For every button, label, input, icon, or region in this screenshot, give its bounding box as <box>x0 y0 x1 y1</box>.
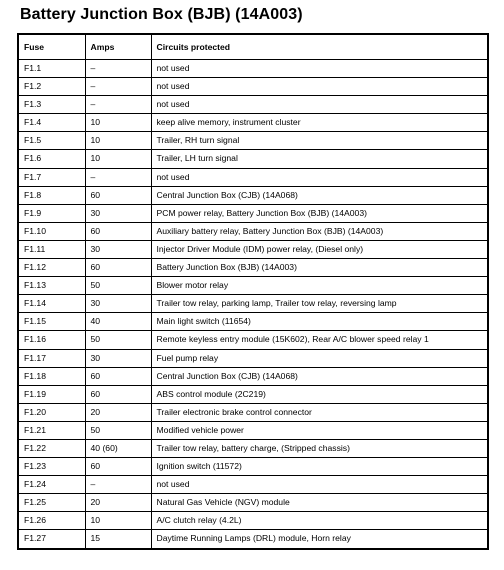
circuit-cell: Central Junction Box (CJB) (14A068) <box>151 367 488 385</box>
fuse-cell: F1.11 <box>18 240 85 258</box>
amps-cell: 60 <box>85 367 151 385</box>
circuit-cell: Trailer, LH turn signal <box>151 150 488 168</box>
circuit-cell: Daytime Running Lamps (DRL) module, Horn relay <box>151 530 488 549</box>
header-fuse: Fuse <box>18 34 85 60</box>
table-row <box>18 476 488 494</box>
circuit-cell: Trailer, RH turn signal <box>151 132 488 150</box>
fuse-cell: F1.10 <box>18 222 85 240</box>
amps-cell: 60 <box>85 222 151 240</box>
fuse-cell: F1.22 <box>18 439 85 457</box>
fuse-cell: F1.21 <box>18 421 85 439</box>
amps-cell: – <box>85 60 151 78</box>
fuse-cell: F1.5 <box>18 132 85 150</box>
circuit-cell: Trailer tow relay, battery charge, (Stripped chassis) <box>151 439 488 457</box>
circuit-cell: Auxiliary battery relay, Battery Junction Box (BJB) (14A003) <box>151 222 488 240</box>
circuit-cell: Main light switch (11654) <box>151 313 488 331</box>
amps-cell: 50 <box>85 421 151 439</box>
circuit-cell: PCM power relay, Battery Junction Box (BJB) (14A003) <box>151 204 488 222</box>
fuse-cell: F1.27 <box>18 530 85 549</box>
fuse-cell: F1.19 <box>18 385 85 403</box>
table-row <box>18 204 488 222</box>
table-row <box>18 186 488 204</box>
amps-cell: 40 <box>85 313 151 331</box>
table-row <box>18 78 488 96</box>
circuit-cell: Fuel pump relay <box>151 349 488 367</box>
circuit-cell: not used <box>151 96 488 114</box>
fuse-cell: F1.14 <box>18 295 85 313</box>
circuit-cell: Modified vehicle power <box>151 421 488 439</box>
circuit-cell: Trailer tow relay, parking lamp, Trailer tow relay, reversing lamp <box>151 295 488 313</box>
table-row <box>18 512 488 530</box>
fuse-table <box>17 33 489 550</box>
amps-cell: 60 <box>85 259 151 277</box>
amps-cell: – <box>85 168 151 186</box>
page-title: Battery Junction Box (BJB) (14A003) <box>20 6 303 23</box>
fuse-cell: F1.8 <box>18 186 85 204</box>
circuit-cell: Ignition switch (11572) <box>151 458 488 476</box>
amps-cell: 15 <box>85 530 151 549</box>
amps-cell: 10 <box>85 150 151 168</box>
table-row <box>18 349 488 367</box>
fuse-cell: F1.13 <box>18 277 85 295</box>
table-row <box>18 494 488 512</box>
amps-cell: 60 <box>85 458 151 476</box>
amps-cell: – <box>85 476 151 494</box>
fuse-cell: F1.4 <box>18 114 85 132</box>
amps-cell: 30 <box>85 349 151 367</box>
table-row <box>18 421 488 439</box>
table-row <box>18 367 488 385</box>
amps-cell: 10 <box>85 114 151 132</box>
circuit-cell: keep alive memory, instrument cluster <box>151 114 488 132</box>
amps-cell: 20 <box>85 494 151 512</box>
amps-cell: – <box>85 78 151 96</box>
fuse-cell: F1.23 <box>18 458 85 476</box>
amps-cell: 60 <box>85 186 151 204</box>
table-row <box>18 114 488 132</box>
amps-cell: 20 <box>85 403 151 421</box>
fuse-cell: F1.17 <box>18 349 85 367</box>
table-row <box>18 240 488 258</box>
fuse-cell: F1.9 <box>18 204 85 222</box>
table-row <box>18 530 488 549</box>
circuit-cell: Central Junction Box (CJB) (14A068) <box>151 186 488 204</box>
fuse-cell: F1.1 <box>18 60 85 78</box>
table-row <box>18 385 488 403</box>
circuit-cell: Blower motor relay <box>151 277 488 295</box>
table-row <box>18 458 488 476</box>
header-circuits: Circuits protected <box>151 34 488 60</box>
fuse-cell: F1.12 <box>18 259 85 277</box>
amps-cell: 40 (60) <box>85 439 151 457</box>
table-row <box>18 313 488 331</box>
fuse-cell: F1.7 <box>18 168 85 186</box>
circuit-cell: not used <box>151 78 488 96</box>
table-row <box>18 60 488 78</box>
table-row <box>18 168 488 186</box>
circuit-cell: Remote keyless entry module (15K602), Rear A/C blower speed relay 1 <box>151 331 488 349</box>
table-row <box>18 96 488 114</box>
circuit-cell: not used <box>151 168 488 186</box>
table-row <box>18 259 488 277</box>
circuit-cell: ABS control module (2C219) <box>151 385 488 403</box>
amps-cell: 10 <box>85 132 151 150</box>
circuit-cell: Battery Junction Box (BJB) (14A003) <box>151 259 488 277</box>
table-row <box>18 331 488 349</box>
amps-cell: 50 <box>85 331 151 349</box>
circuit-cell: A/C clutch relay (4.2L) <box>151 512 488 530</box>
fuse-cell: F1.24 <box>18 476 85 494</box>
circuit-cell: not used <box>151 60 488 78</box>
circuit-cell: Injector Driver Module (IDM) power relay, (Diesel only) <box>151 240 488 258</box>
amps-cell: 30 <box>85 240 151 258</box>
table-row <box>18 439 488 457</box>
table-row <box>18 277 488 295</box>
fuse-cell: F1.20 <box>18 403 85 421</box>
table-row <box>18 403 488 421</box>
header-amps: Amps <box>85 34 151 60</box>
amps-cell: 30 <box>85 204 151 222</box>
fuse-cell: F1.3 <box>18 96 85 114</box>
amps-cell: – <box>85 96 151 114</box>
fuse-cell: F1.2 <box>18 78 85 96</box>
amps-cell: 10 <box>85 512 151 530</box>
table-row <box>18 295 488 313</box>
table-row <box>18 132 488 150</box>
fuse-cell: F1.25 <box>18 494 85 512</box>
table-row <box>18 150 488 168</box>
circuit-cell: not used <box>151 476 488 494</box>
table-row <box>18 222 488 240</box>
circuit-cell: Natural Gas Vehicle (NGV) module <box>151 494 488 512</box>
amps-cell: 50 <box>85 277 151 295</box>
fuse-cell: F1.26 <box>18 512 85 530</box>
amps-cell: 30 <box>85 295 151 313</box>
amps-cell: 60 <box>85 385 151 403</box>
fuse-cell: F1.16 <box>18 331 85 349</box>
circuit-cell: Trailer electronic brake control connector <box>151 403 488 421</box>
fuse-cell: F1.18 <box>18 367 85 385</box>
table-header-row <box>18 34 488 60</box>
fuse-cell: F1.15 <box>18 313 85 331</box>
table-body <box>18 60 488 549</box>
fuse-cell: F1.6 <box>18 150 85 168</box>
